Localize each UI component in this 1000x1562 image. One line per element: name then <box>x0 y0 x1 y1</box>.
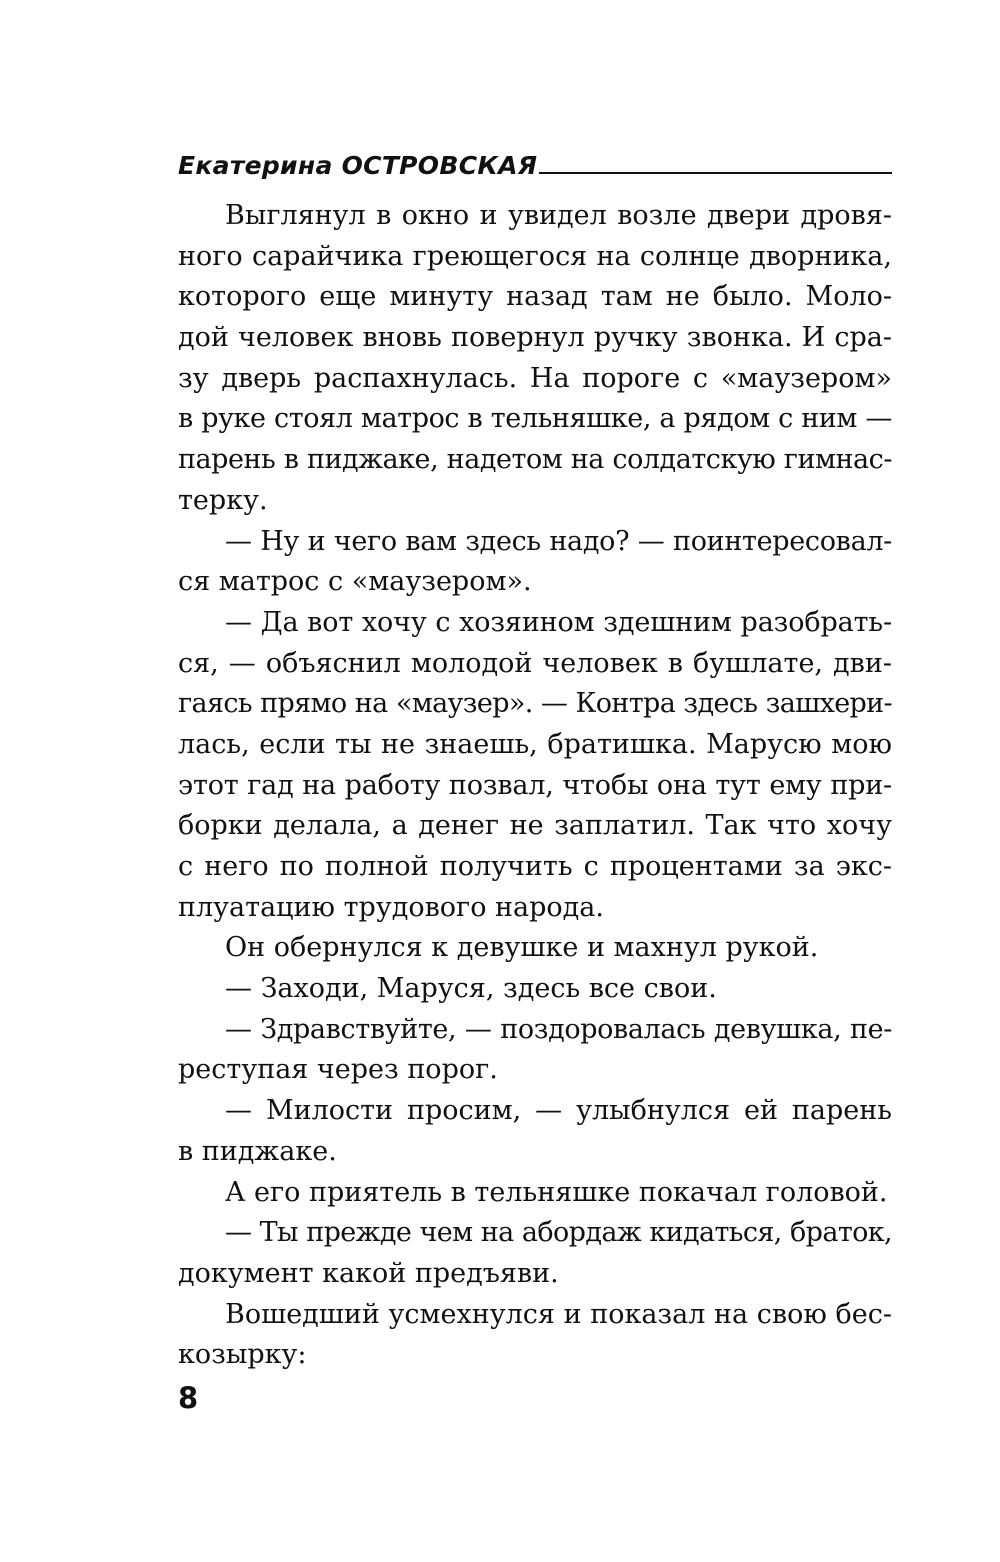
text-line: реступая через порог. <box>178 1054 498 1086</box>
text-line: терку. <box>178 484 268 516</box>
text-line: — Заходи, Маруся, здесь все свои. <box>225 973 717 1005</box>
text-line: документ какой предъяви. <box>178 1257 559 1289</box>
text-line: зу дверь распахнулась. На пороге с «маузером» <box>178 362 892 394</box>
running-header <box>178 138 892 178</box>
text-line: в пиджаке. <box>178 1135 337 1167</box>
text-line: с него по полной получить с процентами за экс- <box>178 851 892 882</box>
text-line: лась, если ты не знаешь, братишка. Марусю мою <box>178 728 892 760</box>
text-line: ного сарайчика греющегося на солнце дворника, <box>178 240 892 272</box>
text-line: — Милости просим, — улыбнулся ей парень <box>225 1095 892 1127</box>
text-line: плуатацию трудового народа. <box>178 891 604 923</box>
text-line: Он обернулся к девушке и махнул рукой. <box>225 932 819 964</box>
text-line: ся матрос с «маузером». <box>178 566 532 598</box>
text-line: ся, — объяснил молодой человек в бушлате, дви- <box>178 647 892 679</box>
text-line: гаясь прямо на «маузер». — Контра здесь зашхери- <box>178 688 892 720</box>
text-line: козырку: <box>178 1339 307 1371</box>
text-line: — Да вот хочу с хозяином здешним разобрать- <box>225 606 892 638</box>
text-line: дой человек вновь повернул ручку звонка. И сра- <box>178 322 892 354</box>
text-line: — Ну и чего вам здесь надо? — поинтересовал- <box>225 525 892 557</box>
text-line: А его приятель в тельняшке покачал головой. <box>225 1176 888 1208</box>
page-number: 8 <box>178 1381 199 1415</box>
author-name: Екатерина ОСТРОВСКАЯ <box>178 151 538 180</box>
text-line: которого еще минуту назад там не было. Моло- <box>178 281 892 313</box>
text-line: в руке стоял матрос в тельняшке, а рядом с ним — <box>178 403 892 435</box>
text-line: Вошедший усмехнулся и показал на свою бес- <box>225 1298 892 1330</box>
text-line: — Ты прежде чем на абордаж кидаться, браток, <box>225 1217 892 1249</box>
text-line: борки делала, а денег не заплатил. Так что хочу <box>178 810 892 842</box>
header-rule <box>539 172 892 174</box>
text-line: этот гад на работу позвал, чтобы она тут ему при- <box>178 769 892 801</box>
text-line: — Здравствуйте, — поздоровалась девушка, пе- <box>225 1013 892 1045</box>
text-line: парень в пиджаке, надетом на солдатскую гимнас- <box>178 444 892 476</box>
text-line: Выглянул в окно и увидел возле двери дровя- <box>225 200 892 231</box>
body-text <box>178 196 892 1376</box>
